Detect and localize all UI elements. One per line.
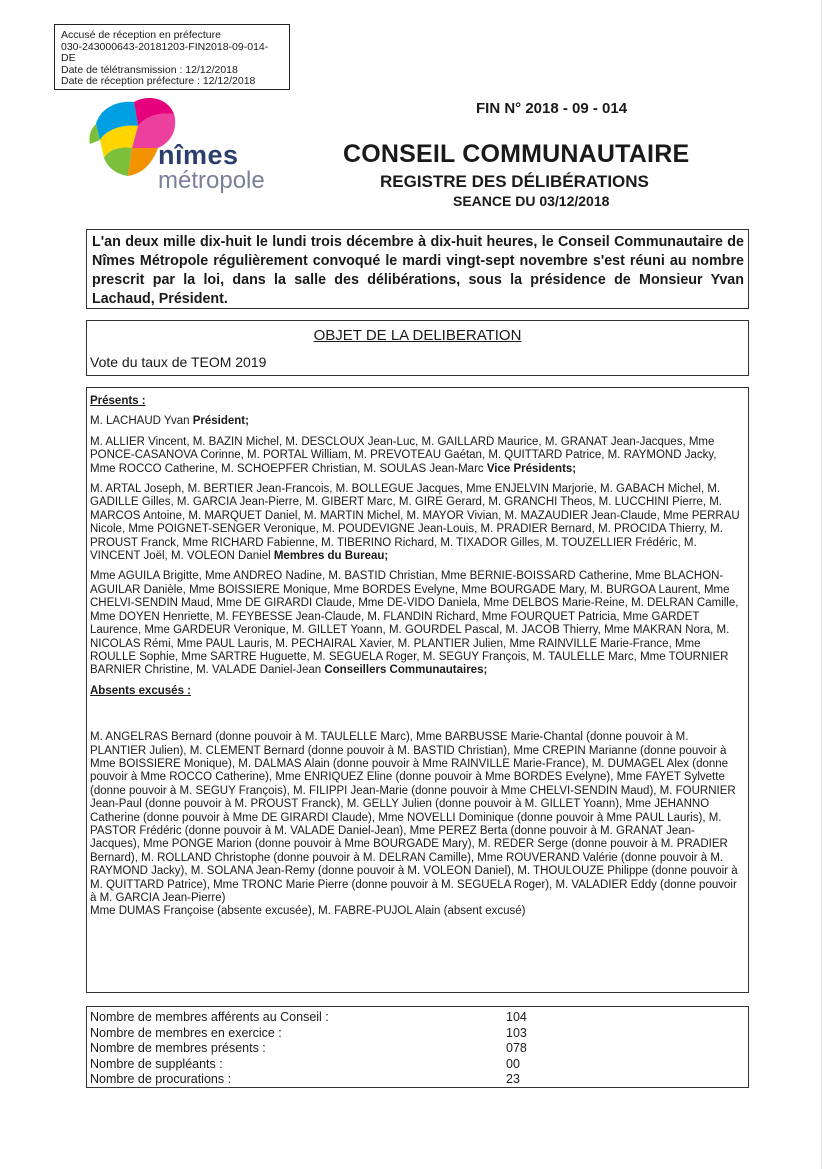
stamp-line: Date de télétransmission : 12/12/2018 <box>61 63 238 76</box>
objet-title: OBJET DE LA DELIBERATION <box>313 327 522 344</box>
presents-heading: Présents : <box>90 395 146 407</box>
count-value: 104 <box>506 1010 527 1024</box>
objet-text: Vote du taux de TEOM 2019 <box>90 354 267 370</box>
page-title: CONSEIL COMMUNAUTAIRE <box>343 140 690 168</box>
stamp-line: Date de réception préfecture : 12/12/2018 <box>61 75 256 88</box>
objet-box <box>86 320 749 376</box>
count-label: Nombre de membres afférents au Conseil : <box>90 1010 329 1024</box>
intro-paragraph: L'an deux mille dix-huit le lundi trois décembre à dix-huit heures, le Conseil Communautaire de Nîmes Métropole régulièrement convoqué le mardi vingt-sept novembre s'est réuni au nombre prescrit par la loi, dans la salle des délibérations, sous la présidence de Monsieur Yvan Lachaud, Président. <box>86 229 749 309</box>
vice-presidents-names: M. ALLIER Vincent, M. BAZIN Michel, M. DESCLOUX Jean-Luc, M. GAILLARD Maurice, M. GRANAT Jean-Jacques, Mme PONCE-CASANOVA Corinne, M. PORTAL William, M. PREVOTEAU Gaétan, M. QUITTARD Patrice, M. RAYMOND Jacky, Mme ROCCO Catherine, M. SCHOEPFER Christian, M. SOULAS Jean-Marc <box>90 435 717 475</box>
count-row <box>90 1041 748 1057</box>
count-label: Nombre de suppléants : <box>90 1056 223 1071</box>
stamp-line: Accusé de réception en préfecture <box>61 29 221 41</box>
absents-heading: Absents excusés : <box>90 684 191 697</box>
deliberation-reference: FIN N° 2018 - 09 - 014 <box>476 100 628 117</box>
stamp-line: 030-243000643-20181203-FIN2018-09-014- <box>61 40 269 53</box>
bureau-role: Membres du Bureau; <box>273 550 389 563</box>
count-value: 00 <box>506 1056 520 1071</box>
attendance-box <box>86 387 749 993</box>
page-subtitle: REGISTRE DES DÉLIBÉRATIONS <box>380 172 649 191</box>
president-name: M. LACHAUD Yvan <box>90 415 193 428</box>
president-line <box>90 415 744 428</box>
vice-presidents-role: Vice Présidents; <box>486 462 577 475</box>
count-label: Nombre de procurations : <box>90 1072 232 1086</box>
prefecture-stamp <box>54 24 290 90</box>
bureau-list <box>90 483 744 563</box>
seance-date: SEANCE DU 03/12/2018 <box>453 193 610 209</box>
absents-sans-pouvoir: Mme DUMAS Françoise (absente excusée), M. FABRE-PUJOL Alain (absent excusé) <box>90 905 526 918</box>
absents-pouvoirs-list: M. ANGELRAS Bernard (donne pouvoir à M. TAULELLE Marc), Mme BARBUSSE Marie-Chantal (donne pouvoir à M. PLANTIER Julien), M. CLEMENT Bernard (donne pouvoir à M. BASTID Christian), Mme CREPIN Marianne (donne pouvoir à Mme BOISSIERE Monique), M. DALMAS Alain (donne pouvoir à Mme RAINVILLE Marie-France), M. DUMAGEL Alex (donne pouvoir à Mme ROCCO Catherine), Mme ENRIQUEZ Eline (donne pouvoir à Mme BORDES Evelyne), Mme FAYET Sylvette (donne pouvoir à M. SEGUY François), M. FILIPPI Jean-Marie (donne pouvoir à Mme CHELVI-SENDIN Maud), M. FOURNIER Jean-Paul (donne pouvoir à M. PROUST Franck), M. GELLY Julien (donne pouvoir à M. GILLET Yoann), Mme JEHANNO Catherine (donne pouvoir à Mme DE GIRARDI Claude), Mme NOVELLI Dominique (donne pouvoir à Mme PAUL Lauris), M. PASTOR Frédéric (donne pouvoir à M. VALADE Daniel-Jean), Mme PEREZ Berta (donne pouvoir à M. GRANAT Jean-Jacques), Mme PONGE Marion (donne pouvoir à Mme BOURGADE Mary), M. REDER Serge (donne pouvoir à M. PRADIER Bernard), M. ROLLAND Christophe (donne pouvoir à M. DELRAN Camille), Mme ROUVERAND Valérie (donne pouvoir à M. RAYMOND Jacky), M. SOLANA Jean-Remy (donne pouvoir à M. VOLEON Daniel), M. THOULOUZE Philippe (donne pouvoir à M. QUITTARD Patrice), Mme TRONC Marie Pierre (donne pouvoir à M. SEGUELA Roger), M. VALADIER Eddy (donne pouvoir à M. GARCIA Jean-Pierre) <box>90 731 738 904</box>
logo-name-metropole: métropole <box>158 167 265 194</box>
count-value: 23 <box>506 1072 520 1086</box>
logo-name-nimes: nîmes <box>158 140 239 170</box>
count-row <box>90 1072 748 1088</box>
count-label: Nombre de membres présents : <box>90 1041 266 1055</box>
conseillers-list <box>90 570 744 677</box>
count-value: 078 <box>506 1041 527 1055</box>
count-label: Nombre de membres en exercice : <box>90 1025 282 1040</box>
president-role: Président; <box>192 415 249 428</box>
count-row <box>90 1026 748 1042</box>
member-counts-box <box>86 1006 749 1088</box>
scan-edge-divider <box>821 0 822 1169</box>
count-row <box>90 1010 748 1026</box>
count-value: 103 <box>506 1025 527 1040</box>
count-row <box>90 1057 748 1073</box>
conseillers-names: Mme AGUILA Brigitte, Mme ANDREO Nadine, M. BASTID Christian, Mme BERNIE-BOISSARD Catherine, Mme BLACHON-AGUILAR Danièle, Mme BOISSIERE Monique, Mme BORDES Evelyne, Mme BOURGADE Mary, M. BURGOA Laurent, Mme CHELVI-SENDIN Maud, Mme DE GIRARDI Claude, Mme DE-VIDO Daniela, Mme DELBOS Marie-Reine, M. DELRAN Camille, Mme DOYEN Henriette, M. FEYBESSE Jean-Claude, M. FLANDIN Richard, Mme FOURQUET Patricia, Mme GARDET Laurence, Mme GARDEUR Veronique, M. GILLET Yoann, M. GOURDEL Pascal, M. JACOB Thierry, Mme MAKRAN Nora, M. NICOLAS Rémi, Mme PAUL Lauris, M. PECHAIRAL Xavier, M. PLANTIER Julien, Mme RAINVILLE Marie-France, Mme ROULLE Sophie, Mme SARTRE Huguette, M. SEGUELA Roger, M. SEGUY François, M. TAULELLE Marc, Mme TOURNIER BARNIER Christine, M. VALADE Daniel-Jean <box>90 570 739 677</box>
bureau-names: M. ARTAL Joseph, M. BERTIER Jean-Francois, M. BOLLEGUE Jacques, Mme ENJELVIN Marjorie, M. GABACH Michel, M. GADILLE Gilles, M. GARCIA Jean-Pierre, M. GIBERT Marc, M. GIRE Gerard, M. GRANCHI Theos, M. LUCCHINI Pierre, M. MARCOS Antoine, M. MARQUET Daniel, M. MARTIN Michel, M. MAYOR Vivian, M. MAZAUDIER Jean-Claude, Mme PERRAU Nicole, Mme POIGNET-SENGER Veronique, M. POUDEVIGNE Jean-Louis, M. PRADIER Bernard, M. PROCIDA Thierry, M. PROUST Franck, Mme RICHARD Fabienne, M. TIBERINO Richard, M. TIXADOR Gilles, M. TOUZELLIER Frédéric, M. VINCENT Joël, M. VOLEON Daniel <box>90 483 740 563</box>
stamp-line: DE <box>61 52 76 65</box>
conseillers-role: Conseillers Communautaires; <box>324 664 488 677</box>
vice-presidents-list <box>90 436 744 476</box>
